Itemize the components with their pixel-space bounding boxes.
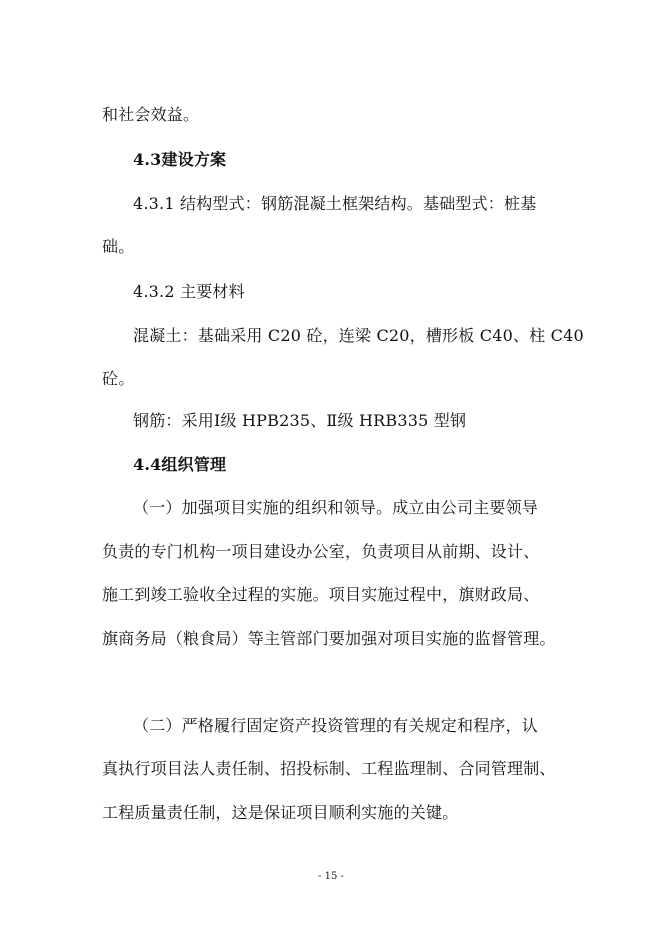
text-line: 混凝土：基础采用 C20 砼，连梁 C20，槽形板 C40、柱 C40 — [133, 326, 584, 345]
text-line: 4.3.1 结构型式：钢筋混凝土框架结构。基础型式：桩基 — [133, 194, 537, 213]
text-line: （一）加强项目实施的组织和领导。成立由公司主要领导 — [133, 498, 539, 517]
text-line: 和社会效益。 — [102, 105, 200, 124]
section-heading: 4.3建设方案 — [133, 150, 227, 169]
text-line: 工程质量责任制，这是保证项目顺利实施的关键。 — [102, 803, 459, 822]
page-number: - 15 - — [318, 871, 344, 882]
text-line: 负责的专门机构一项目建设办公室，负责项目从前期、设计、 — [102, 542, 540, 561]
text-line: 钢筋：采用Ⅰ级 HPB235、Ⅱ级 HRB335 型钢 — [133, 411, 467, 430]
text-line: 砼。 — [102, 369, 135, 388]
section-heading: 4.4组织管理 — [133, 455, 227, 474]
text-line: 础。 — [102, 237, 135, 256]
text-line: 真执行项目法人责任制、招投标制、工程监理制、合同管理制、 — [102, 759, 556, 778]
text-line: 旗商务局（粮食局）等主管部门要加强对项目实施的监督管理。 — [102, 629, 556, 648]
text-line: 4.3.2 主要材料 — [133, 282, 245, 301]
text-line: 施工到竣工验收全过程的实施。项目实施过程中，旗财政局、 — [102, 585, 540, 604]
text-line: （二）严格履行固定资产投资管理的有关规定和程序，认 — [133, 716, 539, 735]
